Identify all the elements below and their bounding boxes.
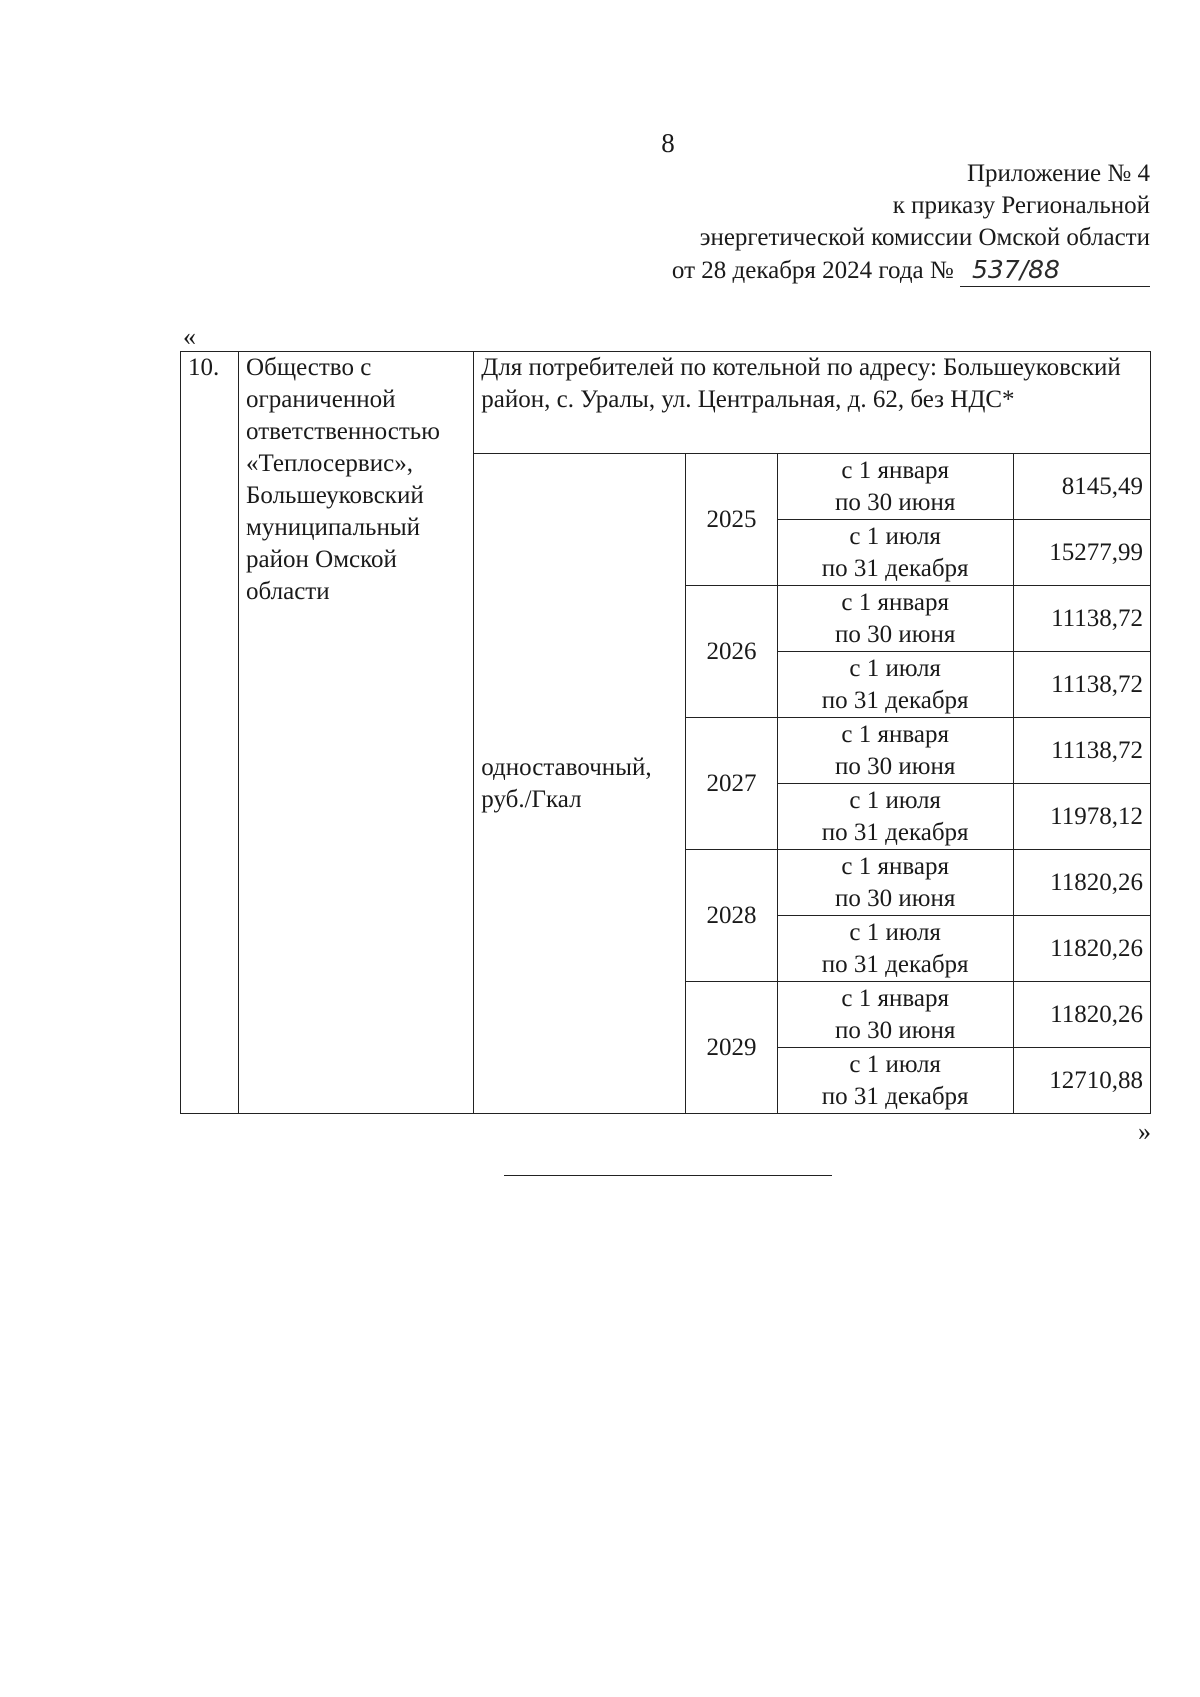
- period-start: с 1 января: [841, 720, 949, 748]
- tariff-value-cell: 15277,99: [1013, 520, 1150, 586]
- row-number-cell: 10.: [181, 352, 239, 1114]
- closing-quote: »: [1138, 1117, 1151, 1146]
- period-end: по 31 декабря: [821, 686, 969, 714]
- period-start: с 1 июля: [849, 654, 941, 682]
- opening-quote: «: [183, 322, 196, 351]
- tariff-value-cell: 11820,26: [1013, 850, 1150, 916]
- period-cell: [777, 784, 1013, 850]
- year-cell: 2028: [686, 850, 777, 982]
- period-end: по 30 июня: [835, 620, 956, 648]
- period-cell: [777, 718, 1013, 784]
- tariff-value-cell: 11820,26: [1013, 916, 1150, 982]
- tariff-table: [180, 351, 1151, 1114]
- period-start: с 1 января: [841, 984, 949, 1012]
- tariff-value-cell: 11820,26: [1013, 982, 1150, 1048]
- table-row: [181, 352, 1151, 454]
- period-start: с 1 июля: [849, 522, 941, 550]
- tariff-value-cell: 11978,12: [1013, 784, 1150, 850]
- period-start: с 1 июля: [849, 1050, 941, 1078]
- period-end: по 31 декабря: [821, 818, 969, 846]
- period-start: с 1 июля: [849, 786, 941, 814]
- period-start: с 1 января: [841, 456, 949, 484]
- year-cell: 2026: [686, 586, 777, 718]
- year-cell: 2029: [686, 982, 777, 1114]
- period-cell: [777, 520, 1013, 586]
- organization-cell: Общество с ограниченной ответственностью «Теплосервис», Большеуковский муниципальный район Омской области: [239, 352, 474, 1114]
- year-cell: 2025: [686, 454, 777, 586]
- period-end: по 31 декабря: [821, 950, 969, 978]
- period-end: по 30 июня: [835, 884, 956, 912]
- period-cell: [777, 586, 1013, 652]
- period-start: с 1 января: [841, 852, 949, 880]
- period-cell: [777, 982, 1013, 1048]
- period-cell: [777, 850, 1013, 916]
- appendix-date-line: [672, 254, 1150, 287]
- tariff-value-cell: 11138,72: [1013, 652, 1150, 718]
- appendix-header: [672, 158, 1150, 287]
- appendix-title: Приложение № 4: [966, 160, 1150, 187]
- year-cell: 2027: [686, 718, 777, 850]
- appendix-order-ref: к приказу Региональной: [892, 192, 1150, 219]
- period-end: по 30 июня: [835, 1016, 956, 1044]
- period-cell: [777, 652, 1013, 718]
- appendix-date: от 28 декабря 2024 года №: [671, 257, 954, 284]
- period-cell: [777, 454, 1013, 520]
- period-end: по 30 июня: [835, 752, 956, 780]
- tariff-value-cell: 11138,72: [1013, 586, 1150, 652]
- tariff-value-cell: 12710,88: [1013, 1048, 1150, 1114]
- tariff-value-cell: 8145,49: [1013, 454, 1150, 520]
- period-cell: [777, 916, 1013, 982]
- period-cell: [777, 1048, 1013, 1114]
- end-rule: [504, 1175, 832, 1176]
- period-start: с 1 января: [841, 588, 949, 616]
- tariff-type-cell: одноставочный, руб./Гкал: [474, 454, 686, 1114]
- period-end: по 31 декабря: [821, 554, 969, 582]
- consumers-cell: Для потребителей по котельной по адресу: Большеуковский район, с. Уралы, ул. Центральная, д. 62, без НДС*: [474, 352, 1151, 454]
- tariff-value-cell: 11138,72: [1013, 718, 1150, 784]
- period-end: по 30 июня: [835, 488, 956, 516]
- period-end: по 31 декабря: [821, 1082, 969, 1110]
- period-start: с 1 июля: [849, 918, 941, 946]
- appendix-commission: энергетической комиссии Омской области: [699, 224, 1150, 251]
- order-number-handwritten: 537/88: [960, 254, 1150, 287]
- page-number: 8: [661, 128, 675, 158]
